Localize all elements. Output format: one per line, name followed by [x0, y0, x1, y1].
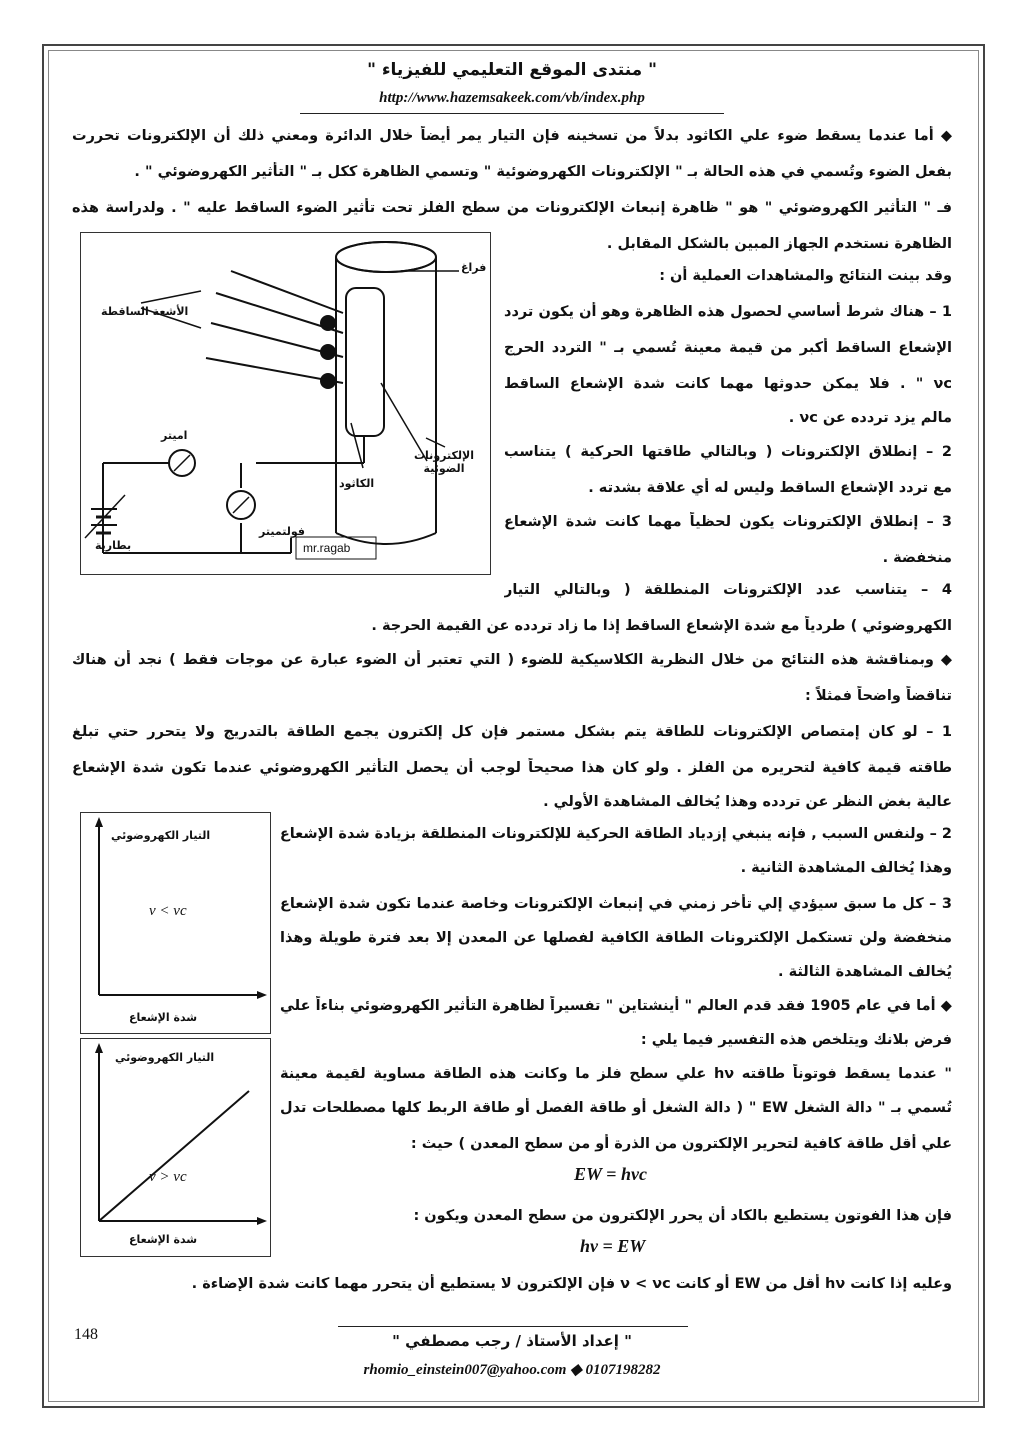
text-line: ◆ أما عندما يسقط ضوء علي الكاثود بدلاً من تسخينه فإن التيار يمر أيضاً خلال الدائرة ومعني ذلك أن الإلكترونات تحررت	[72, 128, 952, 144]
text-line: ◆ وبمناقشة هذه النتائج من خلال النظرية الكلاسيكية للضوء ( التي تعتبر أن الضوء عبارة عن موجات فقط ) نجد أن هناك	[72, 652, 952, 668]
header-divider	[300, 113, 724, 114]
footer-contact: rhomio_einstein007@yahoo.com ◆ 0107198282	[363, 1362, 661, 1378]
footer-credit: " إعداد الأستاذ / رجب مصطفي "	[392, 1332, 632, 1350]
text-line: " عندما يسقط فوتوناً طاقته hν علي سطح فلز ما وكانت هذه الطاقة مساوية لقيمة معينة	[280, 1066, 952, 1082]
graph-ylabel: التيار الكهروضوئي	[115, 1051, 215, 1064]
graph-condition: ν > νc	[149, 1169, 187, 1185]
text-line: ◆ أما في عام 1905 فقد قدم العالم " أينشتاين " تفسيراً لظاهرة التأثير الكهروضوئي بناءاً علي	[280, 998, 952, 1014]
equation-work-function: EW = hνc	[574, 1164, 647, 1184]
label-voltmeter: فولتميتر	[259, 525, 305, 538]
graph-xlabel: شدة الإشعاع	[129, 1011, 198, 1024]
page-number: 148	[74, 1326, 98, 1343]
text-line: الظاهرة نستخدم الجهاز المبين بالشكل المقابل .	[606, 236, 952, 252]
text-line: منخفضة ولن تستكمل الإلكترونات الطاقة الكافية لفصلها عن المعدن إلا بعد فترة طويلة وهذا	[280, 930, 952, 946]
text-line: علي أقل طاقة كافية لتحرير الإلكترون من الذرة أو من سطح المعدن ) حيث :	[410, 1136, 952, 1152]
label-vacuum: فراغ	[461, 261, 487, 274]
text-line: 1 – لو كان إمتصاص الإلكترونات للطاقة يتم بشكل مستمر فإن كل إلكترون يجمع الطاقة بالتدريج ولا يتحرر حتي تبلغ	[72, 724, 952, 740]
text-line: 2 – ولنفس السبب , فإنه ينبغي إزدياد الطاقة الحركية للإلكترونات المنطلقة بزيادة شدة الإشعاع	[280, 826, 952, 842]
text-line: 1 – هناك شرط أساسي لحصول هذه الظاهرة وهو أن يكون تردد	[504, 304, 952, 320]
label-photoelectrons: الإلكترونات الضوئية	[414, 449, 474, 475]
text-line: 2 – إنطلاق الإلكترونات ( وبالتالي طاقتها الحركية ) يتناسب	[504, 444, 952, 460]
text-line: 3 – إنطلاق الإلكترونات يكون لحظياً مهما كانت شدة الإشعاع	[504, 514, 952, 530]
graph-condition: ν < νc	[149, 903, 187, 919]
text-line: عالية بغض النظر عن تردده وهذا يُخالف المشاهدة الأولي .	[543, 794, 952, 810]
header-title: " منتدى الموقع التعليمي للفيزياء "	[367, 60, 657, 80]
text-line: الكهروضوئي ) طردياً مع شدة الإشعاع الساقط إذا ما زاد تردده عن القيمة الحرجة .	[371, 618, 952, 634]
text-line: وهذا يُخالف المشاهدة الثانية .	[740, 860, 952, 876]
text-line: مالم يزد تردده عن νc .	[788, 410, 952, 426]
text-line: طاقته قيمة كافية لتحريره من الفلز . ولو كان هذا صحيحاً لوجب أن يحصل التأثير الكهروضوئي عندما تكون شدة الإشعاع	[72, 760, 952, 776]
text-line: 3 – كل ما سبق سيؤدي إلي تأخر زمني في إنبعاث الإلكترونات وخاصة عندما تكون شدة الإشعاع	[280, 896, 952, 912]
text-line: فرض بلانك ويتلخص هذه التفسير فيما يلي :	[640, 1032, 952, 1048]
graph-above-threshold	[80, 1038, 271, 1257]
text-line: فإن هذا الفوتون يستطيع بالكاد أن يحرر الإلكترون من سطح المعدن ويكون :	[413, 1208, 952, 1224]
graph-xlabel: شدة الإشعاع	[129, 1233, 198, 1246]
text-line: νc " . فلا يمكن حدوثها مهما كانت شدة الإشعاع الساقط	[504, 376, 952, 392]
text-line: بفعل الضوء وتُسمي في هذه الحالة بـ " الإلكترونات الكهروضوئية " وتسمي الظاهرة ككل بـ " التأثير الكهروضوئي " .	[134, 164, 952, 180]
label-ammeter: اميتر	[161, 429, 188, 442]
label-cathode: الكاثود	[339, 477, 375, 490]
text-line: تُسمي بـ " دالة الشغل EW " ( دالة الشغل أو طاقة الفصل أو طاقة الربط كلها مصطلحات تدل	[280, 1100, 952, 1116]
photoelectric-apparatus-figure	[80, 232, 491, 575]
label-battery: بطارية	[95, 539, 132, 552]
text-line: 4 – يتناسب عدد الإلكترونات المنطلقة ( وبالتالي التيار	[504, 582, 952, 598]
text-line: وقد بينت النتائج والمشاهدات العملية أن :	[659, 268, 952, 284]
text-line: تناقضاً واضحاً فمثلاً :	[804, 688, 952, 704]
graph-ylabel: التيار الكهروضوئي	[111, 829, 211, 842]
text-line: وعليه إذا كانت hν أقل من EW أو كانت ν < νc فإن الإلكترون لا يستطيع أن يتحرر مهما كانت شدة الإضاءة .	[191, 1276, 952, 1292]
text-line: مع تردد الإشعاع الساقط وليس له أي علاقة بشدته .	[588, 480, 952, 496]
graph-below-threshold	[80, 812, 271, 1034]
footer-divider	[338, 1326, 688, 1327]
label-author: mr.ragab	[303, 541, 351, 555]
header-url[interactable]: http://www.hazemsakeek.com/vb/index.php	[379, 90, 645, 106]
text-line: الإشعاع الساقط أكبر من قيمة معينة تُسمي بـ " التردد الحرج	[504, 340, 952, 356]
text-line: فـ " التأثير الكهروضوئي " هو " ظاهرة إنبعاث الإلكترونات من سطح الفلز تحت تأثير الضوء الساقط عليه " . ولدراسة هذه	[72, 200, 952, 216]
text-line: يُخالف المشاهدة الثالثة .	[778, 964, 952, 980]
equation-photon-energy: hν = EW	[580, 1236, 646, 1256]
label-incident-rays: الأشعة الساقطة	[101, 305, 189, 318]
text-line: منخفضة .	[882, 550, 952, 566]
